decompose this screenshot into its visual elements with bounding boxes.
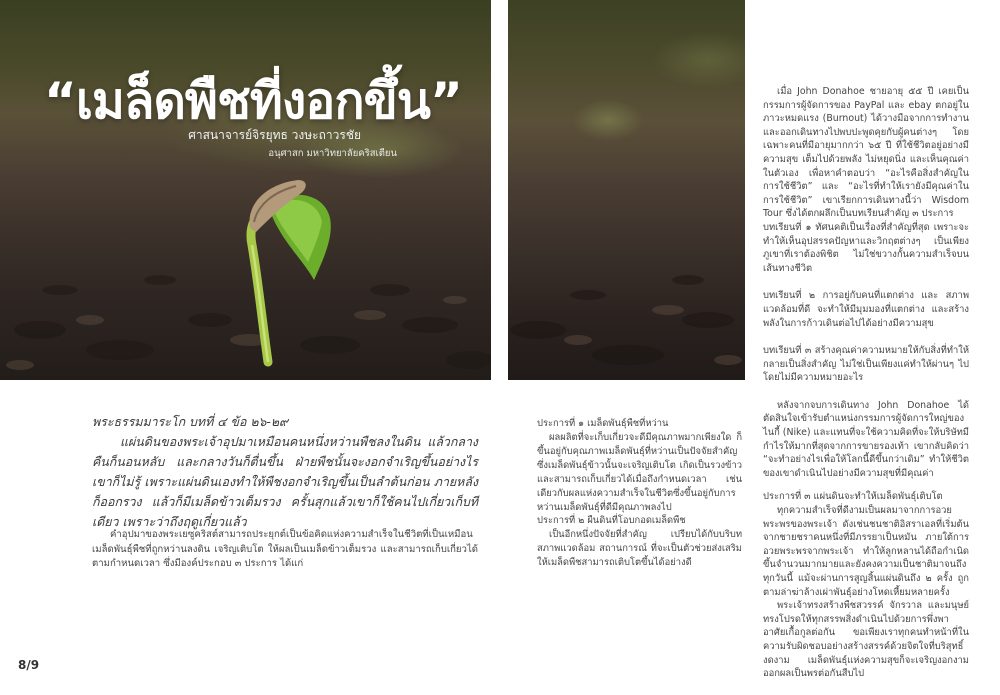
principle-heading: ประการที่ ๒ ผืนดินที่โอบกอดเมล็ดพืช [537,515,686,526]
page-number: 8/9 [18,658,40,672]
lesson-1: บทเรียนที่ ๑ ทัศนคติเป็นเรื่องที่สำคัญที่สุด เพราะจะทำให้เห็นอุปสรรคปัญหาและวิกฤตต่างๆ เป็นเพียงภูเขาที่เราต้องพิชิต ไม่ใช่ขวางกั้นความสำเร็จบนเส้นทางชีวิต [763,221,969,274]
intro-paragraph: คำอุปมาของพระเยซูคริสต์สามารถประยุกต์เป็นข้อคิดแห่งความสำเร็จในชีวิตที่เป็นเหมือนเมล็ดพันธุ์พืชที่ถูกหว่านลงดิน เจริญเติบโต ให้ผลเป็นเมล็ดข้าวเต็มรวง และสามารถเก็บเกี่ยวได้ตามกำหนดเวลา ซึ่งมีองค์ประกอบ ๓ ประการ ได้แก่ [92,529,478,569]
closing-paragraph: พระเจ้าทรงสร้างพืชสวรรค์ จักรวาล และมนุษย์ ทรงโปรดให้ทุกสรรพสิ่งดำเนินไปด้วยการพึ่งพาอาศัยเกื้อกูลต่อกัน ขอเพียงเราทุกคนทำหน้าที่ในความรับผิดชอบอย่างสร้างสรรค์ด้วยจิตใจที่บริสุทธิ์งดงาม เมล็ดพันธุ์แห่งความสุขก็จะเจริญงอกงามออกผลเป็นพรต่อกันสืบไป [763,600,969,680]
article-headline: “เมล็ดพืชที่งอกขึ้น” [44,72,462,130]
story-conclusion: หลังจากจบการเดินทาง John Donahoe ได้ตัดสินใจเข้ารับตำแหน่งกรรมการผู้จัดการใหญ่ของไนกี้ (Nike) และแทนที่จะใช้ความคิดที่จะให้บริษัทมีกำไรให้มากที่สุดจากการขายรองเท้า เขากลับคิดว่า “จะทำอย่างไรเพื่อให้โลกนี้ดีขึ้นกว่าเดิม” ทำให้ชีวิตของเขาดำเนินไปอย่างมีความสุขที่มีคุณค่า [763,399,969,479]
seedling-photo [0,0,491,380]
principle-3-heading: ประการที่ ๓ แผ่นดินจะทำให้เมล็ดพันธุ์เติบโต [763,491,943,503]
lesson-3: บทเรียนที่ ๓ สร้างคุณค่าความหมายให้กับสิ่งที่ทำให้กลายเป็นสิ่งสำคัญ ไม่ใช่เป็นเพียงแค่ทำให้ผ่านๆ ไปโดยไม่มีความหมายอะไร [763,345,969,384]
principle-3-body: ทุกความสำเร็จที่ดีงามเป็นผลมาจากการอวยพระพรของพระเจ้า ดังเช่นชนชาติอิสราเอลที่เริ่มต้นจากชายชราคนหนึ่งที่มีภรรยาเป็นหมัน ภายใต้การอวยพระพรจากพระเจ้า ทำให้ลูกหลานได้ถือกำเนิดขึ้นจำนวนมากมายและยังคงความเป็นชาติมาจนถึงทุกวันนี้ แม้จะผ่านการสูญสิ้นแผ่นดินถึง ๒ ครั้ง ถูกตามล่าฆ่าล้างเผ่าพันธุ์อย่างโหดเหี้ยมหลายครั้ง [763,505,969,598]
seedling-illustration [0,0,491,380]
author-name: ศาสนาจารย์จิรยุทธ วงษะถาวรชัย [188,128,361,142]
principle-heading: ประการที่ ๑ เมล็ดพันธุ์พืชที่หว่าน [537,418,669,429]
lesson-2: บทเรียนที่ ๒ การอยู่กับคนที่แตกต่าง และ สภาพแวดล้อมที่ดี จะทำให้มีมุมมองที่แตกต่าง และสร้างพลังในการก้าวเดินต่อไปได้อย่างมีความสุข [763,290,969,329]
author-affiliation: อนุศาสก มหาวิทยาลัยคริสเตียน [268,148,397,159]
soil-photo [508,0,745,380]
soil-illustration [508,0,745,380]
scripture-text: แผ่นดินของพระเจ้าอุปมาเหมือนคนหนึ่งหว่านพืชลงในดิน แล้วกลางคืนก็นอนหลับ และกลางวันก็ตื่นขึ้น ฝ่ายพืชนั้นจะงอกจำเริญขึ้นอย่างไรเขาก็ไม่รู้ เพราะแผ่นดินเองทำให้พืชงอกจำเริญขึ้นเป็นลำต้นก่อน ภายหลังก็ออกรวง แล้วก็มีเมล็ดข้าวเต็มรวง ครั้นสุกแล้วเขาก็ใช้คนไปเกี่ยวเก็บทีเดียว เพราะว่าถึงฤดูเกี่ยวแล้ว [92,434,478,529]
right-column [763,85,969,681]
scripture-reference: พระธรรมมาระโก บทที่ ๔ ข้อ ๒๖-๒๙ [92,414,289,429]
principle-body: เป็นอีกหนึ่งปัจจัยที่สำคัญ เปรียบได้กับบริบท สภาพแวดล้อม สถานการณ์ ที่จะเป็นตัวช่วยส่งเสริมให้เมล็ดพืชสามารถเติบโตขึ้นได้อย่างดี [537,529,742,568]
principle-2 [537,514,742,580]
principle-1 [537,417,742,525]
principle-body: ผลผลิตที่จะเก็บเกี่ยวจะดีมีคุณภาพมากเพียงใด ก็ขึ้นอยู่กับคุณภาพเมล็ดพันธุ์ที่หว่านเป็นปัจจัยสำคัญ ซึ่งเมล็ดพันธุ์ข้าวนั้นจะเจริญเติบโต เกิดเป็นรวงข้าว และสามารถเก็บเกี่ยวได้เมื่อถึงกำหนดเวลา เช่นเดียวกับผลแห่งความสำเร็จในชีวิตซึ่งขึ้นอยู่กับการหว่านเมล็ดพันธุ์ที่ดีมีคุณภาพลงไป [537,432,742,513]
story-paragraph: เมื่อ John Donahoe ชายอายุ ๕๕ ปี เคยเป็นกรรมการผู้จัดการของ PayPal และ ebay ตกอยู่ในภาวะหมดแรง (Burnout) ได้วางมือจากการทำงานและออกเดินทางไปพบปะพูดคุยกับผู้คนต่างๆ โดยเฉพาะคนที่มีอายุมากกว่า ๖๕ ปี ที่ใช้ชีวิตอยู่อย่างมีความสุข เต็มไปด้วยพลัง ไม่หยุดนิ่ง และเห็นคุณค่าในตัวเอง เพื่อหาคำตอบว่า “อะไรคือสิ่งสำคัญในการใช้ชีวิต” และ “อะไรที่ทำให้เรายังมีคุณค่าในการใช้ชีวิต” เขาเรียกการเดินทางนี้ว่า Wisdom Tour ซึ่งได้ตกผลึกเป็นบทเรียนสำคัญ ๓ ประการ [763,86,969,220]
scripture-quote [92,412,478,532]
